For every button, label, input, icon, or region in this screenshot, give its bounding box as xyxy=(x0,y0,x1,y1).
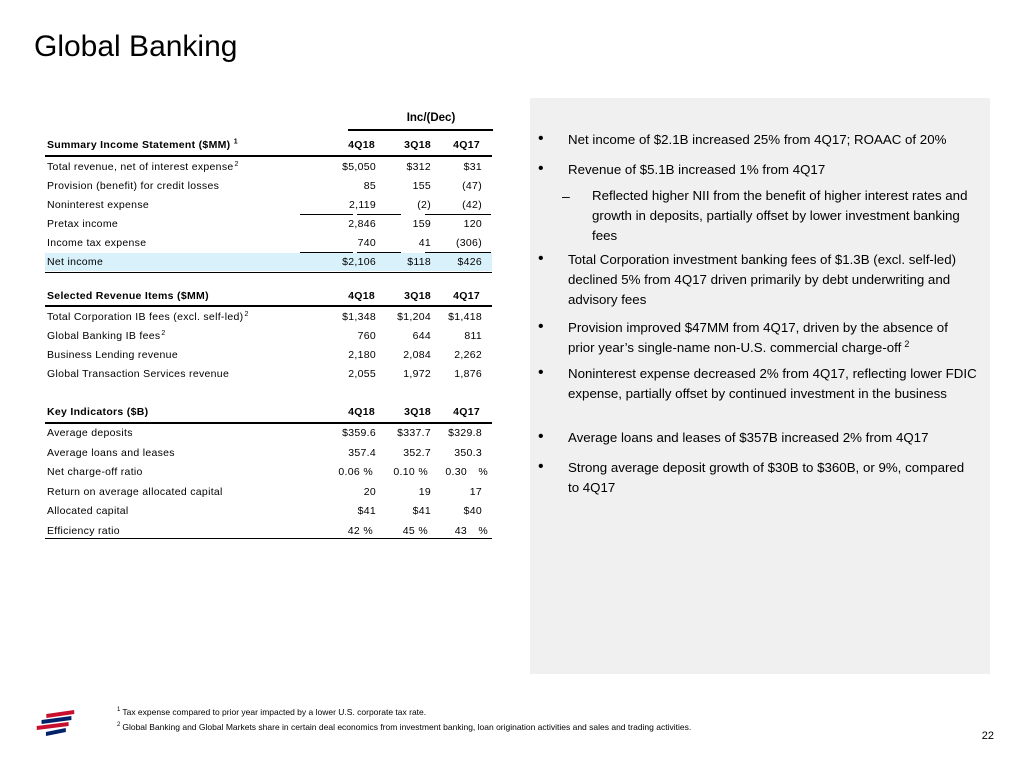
summary-row xyxy=(45,196,492,214)
indicator-value: 20 xyxy=(363,485,376,498)
summary-row xyxy=(45,234,492,252)
indicator-pct-sign: % xyxy=(363,466,373,478)
bullet-icon: • xyxy=(538,364,544,381)
footnote-text: Tax expense compared to prior year impacted by a lower U.S. corporate tax rate. xyxy=(122,707,427,717)
indicator-label-text: Return on average allocated capital xyxy=(47,485,223,498)
col-header-3q18: 3Q18 xyxy=(404,406,431,418)
bullet-text: Net income of $2.1B increased 25% from 4Q17; ROAAC of 20% xyxy=(568,132,947,147)
bullet-icon: • xyxy=(538,318,544,335)
page-number: 22 xyxy=(981,730,994,742)
revenue-label-text: Business Lending revenue xyxy=(47,349,178,361)
flag-logo-icon xyxy=(32,706,112,746)
indicators-header: Key Indicators ($B) xyxy=(47,406,149,418)
indicator-label xyxy=(47,424,133,442)
col-header-3q18: 3Q18 xyxy=(404,139,431,151)
summary-value: (2) xyxy=(417,199,431,211)
summary-footnote-ref: 2 xyxy=(234,160,239,168)
indicator-row xyxy=(45,502,492,520)
revenue-label-text: Total Corporation IB fees (excl. self-led) xyxy=(47,311,244,323)
summary-value: $118 xyxy=(407,256,431,268)
indicator-value: $329.8 xyxy=(448,427,482,439)
indicator-value: 19 xyxy=(418,485,431,498)
summary-value: $5,050 xyxy=(342,161,376,173)
indicator-label xyxy=(47,463,143,481)
revenue-value: $1,204 xyxy=(397,311,431,323)
revenue-label xyxy=(47,308,249,326)
revenue-label xyxy=(47,365,229,383)
summary-value: 740 xyxy=(357,237,376,249)
indicator-row xyxy=(45,483,492,501)
summary-label xyxy=(47,234,146,252)
summary-value: $312 xyxy=(406,161,431,173)
indicators-header-row xyxy=(45,403,492,421)
indicator-label xyxy=(47,502,129,520)
summary-header: Summary Income Statement ($MM) xyxy=(47,139,231,151)
indicator-label xyxy=(47,483,223,501)
footnote xyxy=(117,722,691,732)
summary-label xyxy=(47,177,219,195)
summary-value: 120 xyxy=(463,218,482,230)
revenue-row xyxy=(45,308,492,326)
revenue-label xyxy=(47,346,178,364)
indicator-pct-sign: % xyxy=(418,524,428,537)
summary-value: (42) xyxy=(462,199,482,211)
revenue-label-text: Global Banking IB fees xyxy=(47,330,161,342)
indicator-value: $41 xyxy=(412,505,431,517)
revenue-value: 811 xyxy=(464,330,482,342)
col-header-4q18: 4Q18 xyxy=(348,139,375,151)
summary-value: 41 xyxy=(418,237,431,249)
revenue-value: 2,084 xyxy=(403,349,431,361)
indicator-value: 43 xyxy=(454,524,467,537)
summary-header-sup: 1 xyxy=(233,138,238,146)
summary-row xyxy=(45,215,492,233)
revenue-value: 2,180 xyxy=(348,349,376,361)
summary-value: (306) xyxy=(455,237,482,249)
inc-dec-rule xyxy=(348,129,493,131)
revenue-header-rule xyxy=(45,305,492,307)
dash-icon: – xyxy=(562,188,570,204)
indicator-value: 357.4 xyxy=(348,446,376,459)
revenue-label-text: Global Transaction Services revenue xyxy=(47,368,230,380)
revenue-row xyxy=(45,365,492,383)
inc-dec-header: Inc/(Dec) xyxy=(406,112,456,124)
summary-value: 155 xyxy=(412,180,431,192)
revenue-value: $1,418 xyxy=(448,311,482,323)
revenue-value: $1,348 xyxy=(342,311,376,323)
indicator-row xyxy=(45,424,492,442)
bullet-text: Provision improved $47MM from 4Q17, driven by the absence of prior year’s single-name non-U.S. commercial charge-off xyxy=(568,320,948,355)
indicator-value: $359.6 xyxy=(342,427,376,439)
indicator-pct-sign: % xyxy=(478,466,488,478)
indicator-pct-sign: % xyxy=(363,524,373,537)
revenue-value: 760 xyxy=(357,330,376,342)
bullet-text: Reflected higher NII from the benefit of higher interest rates and growth in deposits, partially offset by lower investment banking fees xyxy=(592,188,968,243)
bullet-text: Revenue of $5.1B increased 1% from 4Q17 xyxy=(568,162,826,177)
indicator-label-text: Net charge-off ratio xyxy=(47,466,143,478)
sub-bullet-item xyxy=(562,186,977,246)
indicator-value: 352.7 xyxy=(403,446,431,459)
summary-label-text: Income tax expense xyxy=(47,237,147,249)
indicator-pct-sign: % xyxy=(418,466,428,478)
bullet-footnote-ref: 2 xyxy=(904,338,910,349)
indicator-label-text: Allocated capital xyxy=(47,505,129,517)
revenue-value: 2,055 xyxy=(348,368,376,380)
revenue-label xyxy=(47,327,166,345)
revenue-value: 2,262 xyxy=(454,349,482,361)
bullet-text: Total Corporation investment banking fees of $1.3B (excl. self-led) declined 5% from 4Q17 driven primarily by debt underwriting and advisory fees xyxy=(568,252,957,307)
indicator-label-text: Average deposits xyxy=(47,427,133,439)
bullet-icon: • xyxy=(538,250,544,267)
summary-value: 2,846 xyxy=(348,218,376,230)
revenue-value: 1,972 xyxy=(403,368,431,380)
indicator-value: $41 xyxy=(357,505,376,517)
summary-row xyxy=(45,158,492,176)
summary-label-text: Total revenue, net of interest expense xyxy=(47,161,234,173)
summary-label-text: Net income xyxy=(47,256,104,268)
indicator-value: $40 xyxy=(463,505,482,517)
footnote-number: 2 xyxy=(117,722,121,729)
summary-header-rule xyxy=(45,155,492,157)
indicator-row xyxy=(45,444,492,462)
summary-label-text: Pretax income xyxy=(47,218,119,230)
indicator-row xyxy=(45,522,492,540)
indicator-value: 42 xyxy=(347,524,360,537)
indicator-value: $337.7 xyxy=(397,427,431,439)
indicator-pct-sign: % xyxy=(478,524,488,537)
page-title: Global Banking xyxy=(34,30,238,63)
revenue-row xyxy=(45,327,492,345)
revenue-header: Selected Revenue Items ($MM) xyxy=(47,290,209,302)
summary-value: 2,119 xyxy=(349,199,376,211)
footnote-number: 1 xyxy=(117,707,121,714)
bullet-icon: • xyxy=(538,458,544,475)
col-header-3q18: 3Q18 xyxy=(404,290,431,302)
bullet-text: Strong average deposit growth of $30B to $360B, or 9%, compared to 4Q17 xyxy=(568,460,965,495)
indicator-value: 17 xyxy=(469,485,482,498)
summary-value: 85 xyxy=(363,180,376,192)
revenue-footnote-ref: 2 xyxy=(161,329,166,337)
summary-header-row xyxy=(45,136,492,154)
summary-label-text: Noninterest expense xyxy=(47,199,150,211)
indicator-label-text: Efficiency ratio xyxy=(47,524,120,537)
bullet-item xyxy=(538,250,978,310)
col-header-4q18: 4Q18 xyxy=(348,406,375,418)
bullet-item xyxy=(538,130,978,150)
summary-value: 159 xyxy=(412,218,431,230)
summary-label xyxy=(47,253,103,271)
bullet-text: Noninterest expense decreased 2% from 4Q17, reflecting lower FDIC expense, partially offset by continued investment in the business xyxy=(568,366,977,401)
footnote-text: Global Banking and Global Markets share in certain deal economics from investment banking, loan origination activities and sales and trading activities. xyxy=(122,722,692,732)
col-header-4q17: 4Q17 xyxy=(453,139,480,151)
summary-row xyxy=(45,177,492,195)
col-header-4q17: 4Q17 xyxy=(453,406,480,418)
summary-label xyxy=(47,215,118,233)
bullet-item xyxy=(538,428,978,448)
indicators-bottom-rule xyxy=(45,538,492,539)
indicator-value: 45 xyxy=(402,524,415,537)
summary-value: (47) xyxy=(462,180,482,192)
revenue-row xyxy=(45,346,492,364)
bullet-item xyxy=(538,160,978,180)
indicator-value: 0.06 xyxy=(338,466,360,478)
indicator-value: 350.3 xyxy=(454,446,482,459)
bullet-icon: • xyxy=(538,160,544,177)
indicator-label xyxy=(47,522,120,540)
summary-value: $426 xyxy=(457,256,482,268)
indicator-value: 0.30 xyxy=(445,466,467,478)
revenue-header-row xyxy=(45,287,492,305)
bullet-item xyxy=(538,318,978,358)
col-header-4q17: 4Q17 xyxy=(453,290,480,302)
footnote xyxy=(117,707,426,717)
summary-label xyxy=(47,158,239,176)
summary-value: $31 xyxy=(463,161,482,173)
bullet-text: Average loans and leases of $357B increased 2% from 4Q17 xyxy=(568,430,929,445)
revenue-value: 1,876 xyxy=(454,368,482,380)
summary-label-text: Provision (benefit) for credit losses xyxy=(47,180,220,192)
bullet-item xyxy=(538,364,978,404)
bullet-icon: • xyxy=(538,428,544,445)
summary-row xyxy=(45,253,492,271)
indicator-row xyxy=(45,463,492,481)
summary-label xyxy=(47,196,149,214)
col-header-4q18: 4Q18 xyxy=(348,290,375,302)
revenue-value: 644 xyxy=(412,330,431,342)
bullet-item xyxy=(538,458,978,498)
indicator-value: 0.10 xyxy=(393,466,415,478)
revenue-footnote-ref: 2 xyxy=(244,310,249,318)
indicator-label xyxy=(47,444,175,462)
summary-total-rule xyxy=(45,272,492,273)
bullet-icon: • xyxy=(538,130,544,147)
indicator-label-text: Average loans and leases xyxy=(47,446,175,459)
summary-value: $2,106 xyxy=(342,256,376,268)
